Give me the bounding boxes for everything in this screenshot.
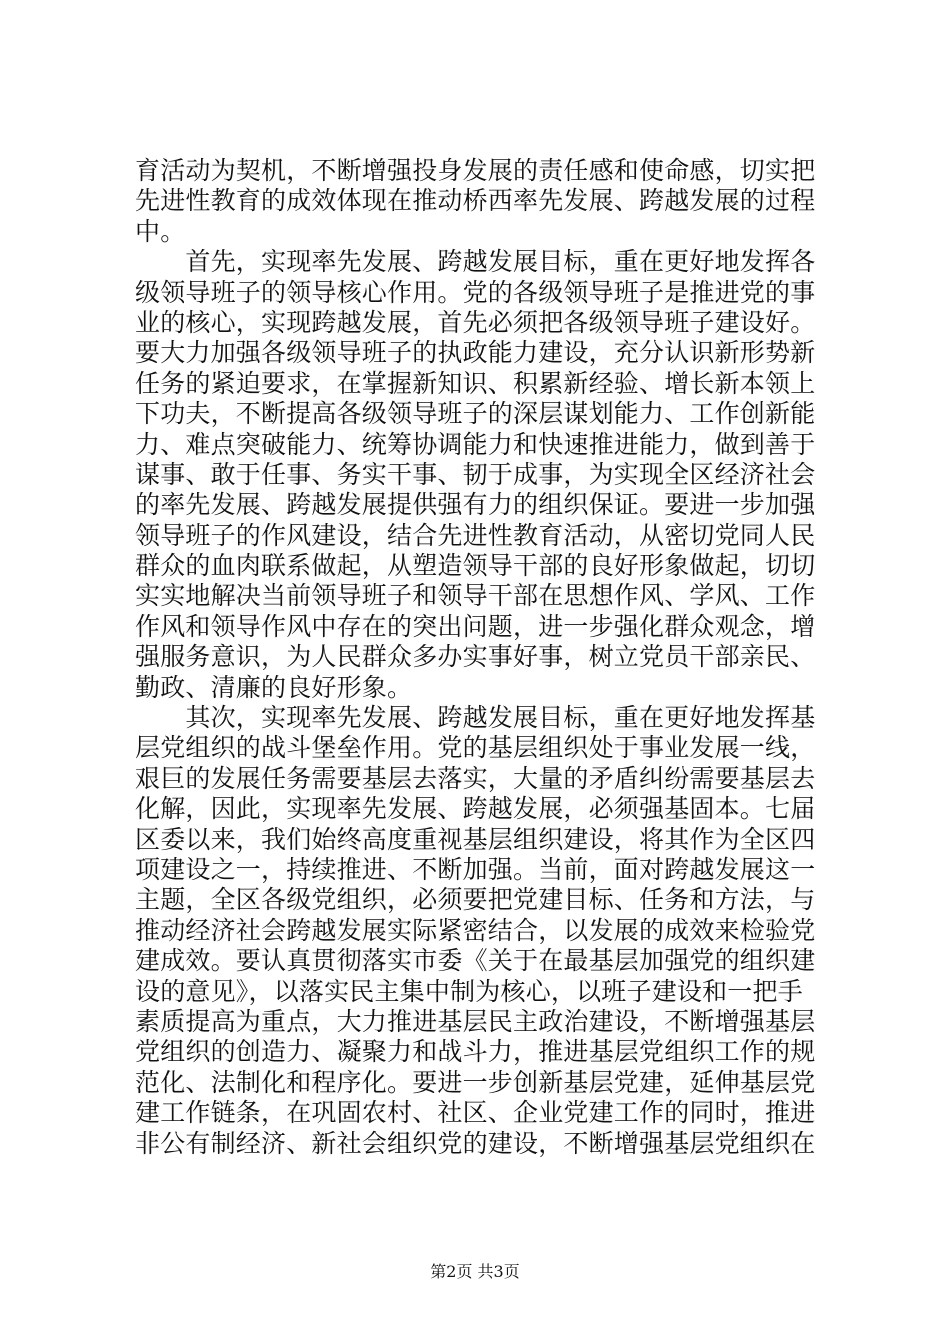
text-line: 区委以来，我们始终高度重视基层组织建设，将其作为全区四 — [135, 824, 816, 854]
text-line: 首先，实现率先发展、跨越发展目标，重在更好地发挥各 — [135, 247, 816, 277]
text-line: 任务的紧迫要求，在掌握新知识、积累新经验、增长新本领上 — [135, 368, 816, 398]
text-line: 范化、法制化和程序化。要进一步创新基层党建，延伸基层党 — [135, 1067, 816, 1097]
text-line: 化解，因此，实现率先发展、跨越发展，必须强基固本。七届 — [135, 794, 816, 824]
page-number-footer: 第2页 共3页 — [430, 1262, 520, 1281]
text-line: 层党组织的战斗堡垒作用。党的基层组织处于事业发展一线， — [135, 733, 816, 763]
text-line: 育活动为契机，不断增强投身发展的责任感和使命感，切实把 — [135, 156, 816, 185]
text-line: 党组织的创造力、凝聚力和战斗力，推进基层党组织工作的规 — [135, 1037, 816, 1067]
text-line: 群众的血肉联系做起，从塑造领导干部的良好形象做起，切切 — [135, 551, 816, 581]
text-line: 设的意见》，以落实民主集中制为核心，以班子建设和一把手 — [135, 976, 803, 1006]
document-body — [135, 156, 835, 1159]
text-line: 中。 — [135, 216, 186, 246]
text-line: 建成效。要认真贯彻落实市委《关于在最基层加强党的组织建 — [135, 946, 816, 976]
text-line: 项建设之一，持续推进、不断加强。当前，面对跨越发展这一 — [135, 854, 816, 884]
text-line: 艰巨的发展任务需要基层去落实，大量的矛盾纠纷需要基层去 — [135, 763, 816, 793]
text-line: 其次，实现率先发展、跨越发展目标，重在更好地发挥基 — [135, 703, 816, 733]
text-line: 强服务意识，为人民群众多办实事好事，树立党员干部亲民、 — [135, 642, 816, 672]
text-line: 的率先发展、跨越发展提供强有力的组织保证。要进一步加强 — [135, 490, 816, 520]
text-line: 谋事、敢于任事、务实干事、韧于成事，为实现全区经济社会 — [135, 459, 816, 489]
text-line: 业的核心，实现跨越发展，首先必须把各级领导班子建设好。 — [135, 307, 816, 337]
text-line: 领导班子的作风建设，结合先进性教育活动，从密切党同人民 — [135, 520, 816, 550]
text-line: 非公有制经济、新社会组织党的建设，不断增强基层党组织在 — [135, 1128, 816, 1158]
text-line: 勤政、清廉的良好形象。 — [135, 672, 413, 702]
text-line: 作风和领导作风中存在的突出问题，进一步强化群众观念，增 — [135, 611, 816, 641]
text-line: 下功夫，不断提高各级领导班子的深层谋划能力、工作创新能 — [135, 399, 816, 429]
text-line: 建工作链条，在巩固农村、社区、企业党建工作的同时，推进 — [135, 1098, 816, 1128]
text-line: 先进性教育的成效体现在推动桥西率先发展、跨越发展的过程 — [135, 186, 816, 216]
text-line: 主题，全区各级党组织，必须要把党建目标、任务和方法，与 — [135, 885, 816, 915]
text-line: 素质提高为重点，大力推进基层民主政治建设，不断增强基层 — [135, 1006, 816, 1036]
text-line: 力、难点突破能力、统筹协调能力和快速推进能力，做到善于 — [135, 429, 816, 459]
text-line: 要大力加强各级领导班子的执政能力建设，充分认识新形势新 — [135, 338, 816, 368]
text-line: 级领导班子的领导核心作用。党的各级领导班子是推进党的事 — [135, 277, 816, 307]
text-line: 推动经济社会跨越发展实际紧密结合，以发展的成效来检验党 — [135, 915, 816, 945]
text-line: 实实地解决当前领导班子和领导干部在思想作风、学风、工作 — [135, 581, 816, 611]
